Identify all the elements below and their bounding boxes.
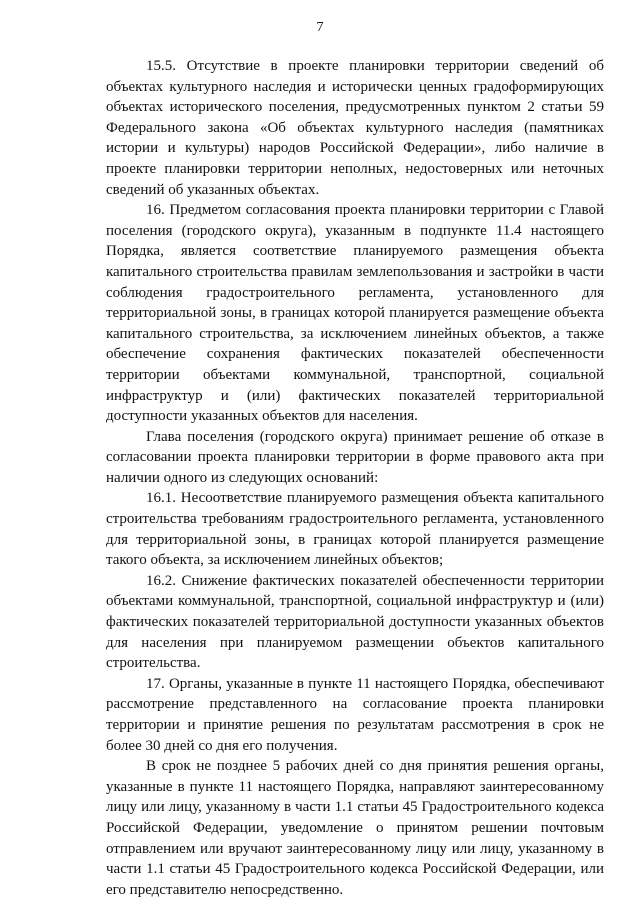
paragraph-notification: В срок не позднее 5 рабочих дней со дня принятия решения органы, указанные в пункте 11 настоящего Порядка, направляют заинтересованному лицу или лицу, указанному в части 1.1 статьи 45 Градостроительного кодекса Российской Федерации, уведомление о принятом решении почтовым отправлением или вручают заинтересованному лицу или лицу, указанному в части 1.1 статьи 45 Градостроительного кодекса Российской Федерации, или его представителю непосредственно. <box>106 758 604 898</box>
paragraph-16-1: 16.1. Несоответствие планируемого размещения объекта капитального строительства требованиям градостроительного регламента, установленного для территориальной зоны, в границах которой планируется размещение такого объекта, за исключением линейных объектов; <box>106 490 604 569</box>
paragraph-refusal-grounds: Глава поселения (городского округа) принимает решение об отказе в согласовании проекта планировки территории в форме правового акта при наличии одного из следующих оснований: <box>106 428 604 486</box>
paragraph-16: 16. Предметом согласования проекта планировки территории с Главой поселения (городского округа), указанным в подпункте 11.4 настоящего Порядка, является соответствие планируемого размещения объекта капитального строительства правилам землепользования и застройки в части соблюдения градостроительного регламента, установленного для территориальной зоны, в границах которой планируется размещение объекта капитального строительства, за исключением линейных объектов, а также обеспечение сохранения фактических показателей обеспеченности территории объектами коммунальной, транспортной, социальной инфраструктур и (или) фактических показателей территориальной доступности указанных объектов для населения. <box>106 202 604 425</box>
document-body <box>106 56 604 900</box>
paragraph-16-2: 16.2. Снижение фактических показателей обеспеченности территории объектами коммунальной, транспортной, социальной инфраструктур и (или) фактических показателей территориальной доступности указанных объектов для населения при планируемом размещении объектов капитального строительства. <box>106 572 604 672</box>
paragraph-15-5: 15.5. Отсутствие в проекте планировки территории сведений об объектах культурного наследия и исторически ценных градоформирующих объектах исторического поселения, предусмотренных пунктом 2 статьи 59 Федерального закона «Об объектах культурного наследия (памятниках истории и культуры) народов Российской Федерации», либо наличие в проекте планировки территории неполных, недостоверных или неточных сведений об указанных объектах. <box>106 58 604 198</box>
paragraph-17: 17. Органы, указанные в пункте 11 настоящего Порядка, обеспечивают рассмотрение представленного на согласование проекта планировки территории и принятие решения по результатам рассмотрения в срок не более 30 дней со дня его получения. <box>106 675 604 754</box>
page-number: 7 <box>316 20 324 35</box>
